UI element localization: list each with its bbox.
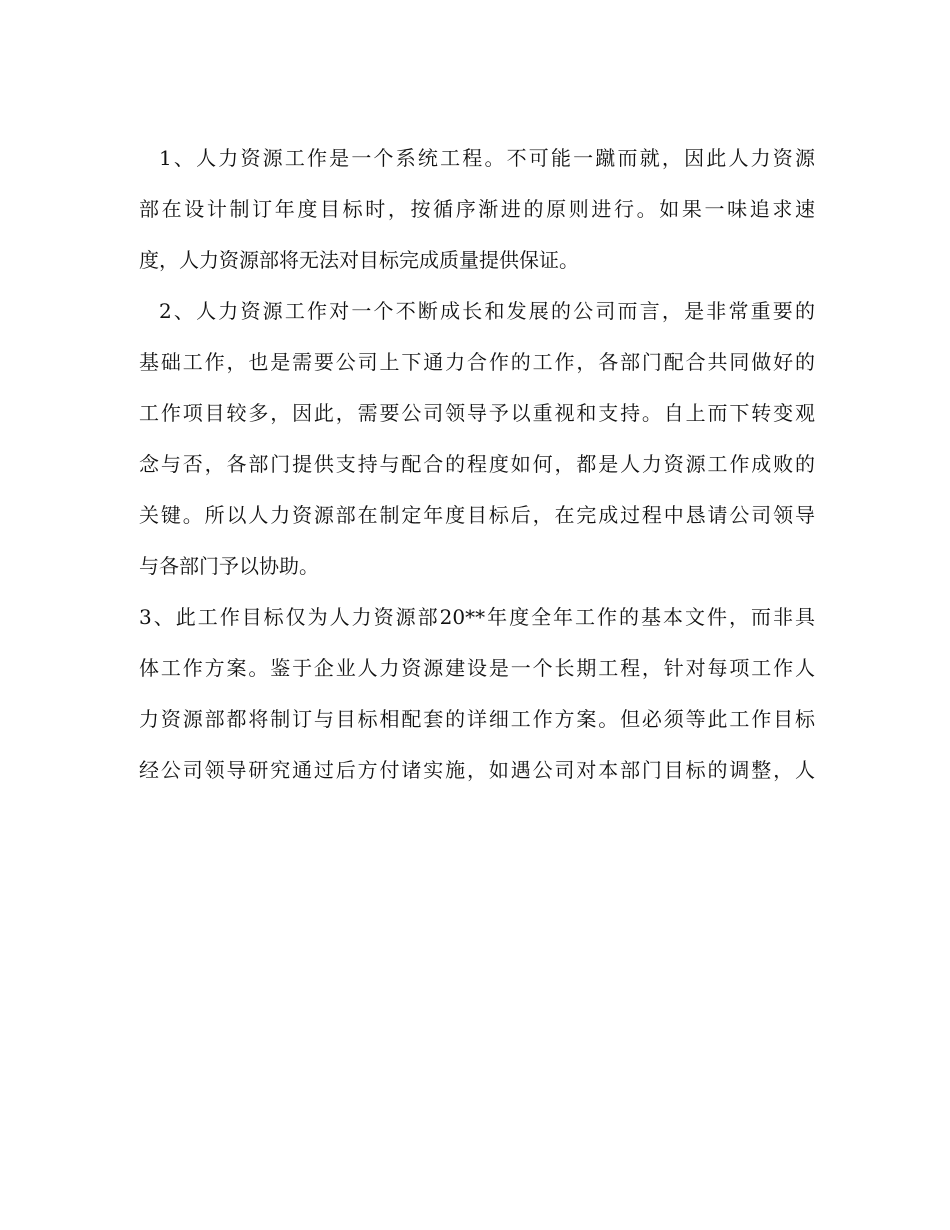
text-line: 度，人力资源部将无法对目标完成质量提供保证。 xyxy=(139,248,579,272)
document-body xyxy=(139,136,815,799)
text-line: 工作项目较多，因此，需要公司领导予以重视和支持。自上而下转变观 xyxy=(139,401,815,425)
text-line: 经公司领导研究通过后方付诸实施，如遇公司对本部门目标的调整，人 xyxy=(139,758,815,782)
text-line: 力资源部都将制订与目标相配套的详细工作方案。但必须等此工作目标 xyxy=(139,707,815,731)
text-line: 基础工作，也是需要公司上下通力合作的工作，各部门配合共同做好的 xyxy=(139,350,815,374)
text-line: 关键。所以人力资源部在制定年度目标后，在完成过程中恳请公司领导 xyxy=(139,503,815,527)
paragraph-2 xyxy=(139,289,815,595)
text-line: 1、人力资源工作是一个系统工程。不可能一蹴而就，因此人力资源 xyxy=(159,146,815,170)
text-line: 2、人力资源工作对一个不断成长和发展的公司而言，是非常重要的 xyxy=(159,299,815,323)
text-line: 体工作方案。鉴于企业人力资源建设是一个长期工程，针对每项工作人 xyxy=(139,656,815,680)
paragraph-1 xyxy=(139,136,815,289)
text-line: 部在设计制订年度目标时，按循序渐进的原则进行。如果一味追求速 xyxy=(139,197,815,221)
text-line: 与各部门予以协助。 xyxy=(139,554,319,578)
text-line: 念与否，各部门提供支持与配合的程度如何，都是人力资源工作成败的 xyxy=(139,452,815,476)
text-line: 3、此工作目标仅为人力资源部20**年度全年工作的基本文件，而非具 xyxy=(139,605,815,629)
paragraph-3 xyxy=(139,595,815,799)
